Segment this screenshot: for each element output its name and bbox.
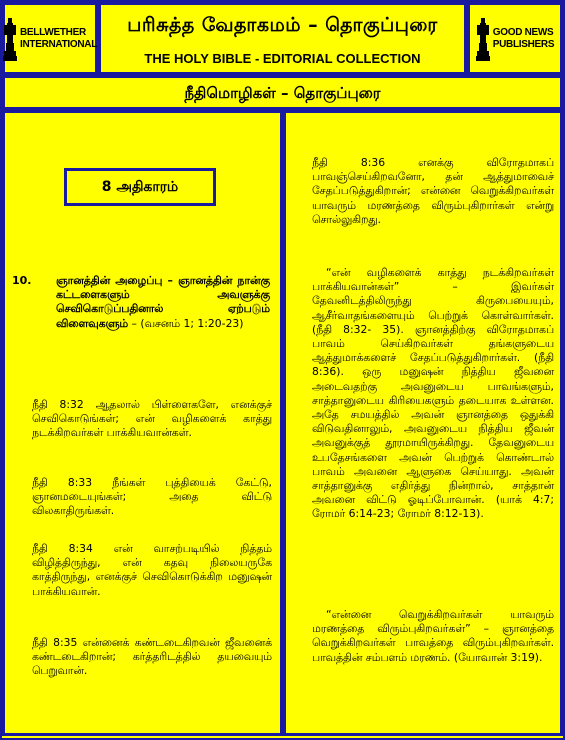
right-paragraph: “என்னை வெறுக்கிறவர்கள் யாவரும் மரணத்தை விரும்புகிறவர்கள்” – ஞானத்தை வெறுக்கிறவர்கள் பாவத்தை விரும்புகிறவர்கள். பாவத்தின் சம்பளம் மரணம். (யோவான் 3:19).: [312, 608, 554, 664]
header-title-tamil: பரிசுத்த வேதாகமம் – தொகுப்புரை: [127, 14, 438, 36]
left-logo-text: [20, 27, 97, 51]
item-heading-block: [56, 274, 270, 331]
left-logo-line-1: BELLWETHER: [19, 26, 86, 38]
left-logo-box: [2, 2, 98, 75]
left-paragraph: நீதி 8:33 நீங்கள் புத்தியைக் கேட்டு, ஞானமடையுங்கள்; அதை விட்டு விலகாதிருங்கள்.: [32, 476, 272, 518]
statue-icon: [3, 16, 17, 62]
left-paragraph: நீதி 8:32 ஆதலால் பிள்ளைகளே, எனக்குச் செவிகொடுங்கள்; என் வழிகளைக் காத்து நடக்கிறவர்கள் பாக்கியவான்கள்.: [32, 398, 272, 440]
right-paragraph: நீதி 8:36 எனக்கு விரோதமாகப் பாவஞ்செய்கிறவனோ, தன் ஆத்துமாவைச் சேதப்படுத்துகிறான்; என்னை வெறுக்கிறவர்கள் யாவரும் மரணத்தை விரும்புகிறார்கள் என்று சொல்லுகிறது.: [312, 156, 554, 226]
right-paragraph: “என் வழிகளைக் காத்து நடக்கிறவர்கள் பாக்கியவான்கள்” – இவர்கள் தேவனிடத்திலிருந்து கிருபையையும், ஆசீர்வாதங்களையும் பெற்றுக் கொள்வார்கள். (நீதி 8:32- 35). ஞானத்திற்கு விரோதமாகப் பாவம் செய்கிறவர்கள் தங்களுடைய ஆத்துமாக்களைச் சேதப்படுத்துகிறார்கள். (நீதி 8:36). ஒரு மனுஷன் நித்திய ஜீவனை அடைவதற்கு அவனுடைய பாவங்களும், சாத்தானுடைய கிரியைகளும் தடையாக உள்ளன. அதே சமயத்தில் அவன் ஞானத்தை ஒதுக்கி விடுவதினாலும், அவனுடைய நித்திய ஜீவன் அவனுக்குத் தூரமாயிருக்கிறது. தேவனுடைய உபதேசங்களை அவன் பெற்றுக் கொண்டால் பாவம் அவனை ஆளுகை செய்யாது. அவன் சாத்தானுக்கு எதிர்த்து நின்றால், சாத்தான் அவனை விட்டு ஓடிப்போவான். (யாக் 4:7; ரோமர் 6:14-23; ரோமர் 8:12-13).: [312, 266, 554, 521]
right-logo-text: [493, 27, 554, 51]
header-title-english: THE HOLY BIBLE - EDITORIAL COLLECTION: [144, 51, 421, 66]
left-paragraph: நீதி 8:34 என் வாசற்படியில் நித்தம் விழித்திருந்து, என் கதவு நிலையருகே காத்திருந்து, எனக்குச் செவிகொடுக்கிற மனுஷன் பாக்கியவான்.: [32, 542, 272, 598]
right-logo-box: [467, 2, 563, 75]
section-title: நீதிமொழிகள் – தொகுப்புரை: [2, 75, 563, 110]
item-heading: ஞானத்தின் அழைப்பு – ஞானத்தின் நான்கு கட்டளைகளும் அவளுக்கு செவிகொடுப்பதினால் ஏற்படும் விளைவுகளும்: [56, 274, 270, 330]
header-title-box: [98, 2, 467, 75]
statue-icon: [476, 16, 490, 62]
right-logo-line-2: PUBLISHERS: [492, 38, 555, 50]
chapter-label: 8 அதிகாரம்: [64, 168, 216, 206]
left-paragraph: நீதி 8:35 என்னைக் கண்டடைகிறவன் ஜீவனைக் கண்டடைகிறான்; கர்த்தரிடத்தில் தயவையும் பெறுவான்.: [32, 636, 272, 678]
right-logo-line-1: GOOD NEWS: [492, 26, 554, 38]
item-reference: – (வசனம் 1; 1:20-23): [128, 316, 244, 330]
left-logo-line-2: INTERNATIONAL: [19, 38, 98, 50]
item-number: 10.: [12, 274, 32, 287]
